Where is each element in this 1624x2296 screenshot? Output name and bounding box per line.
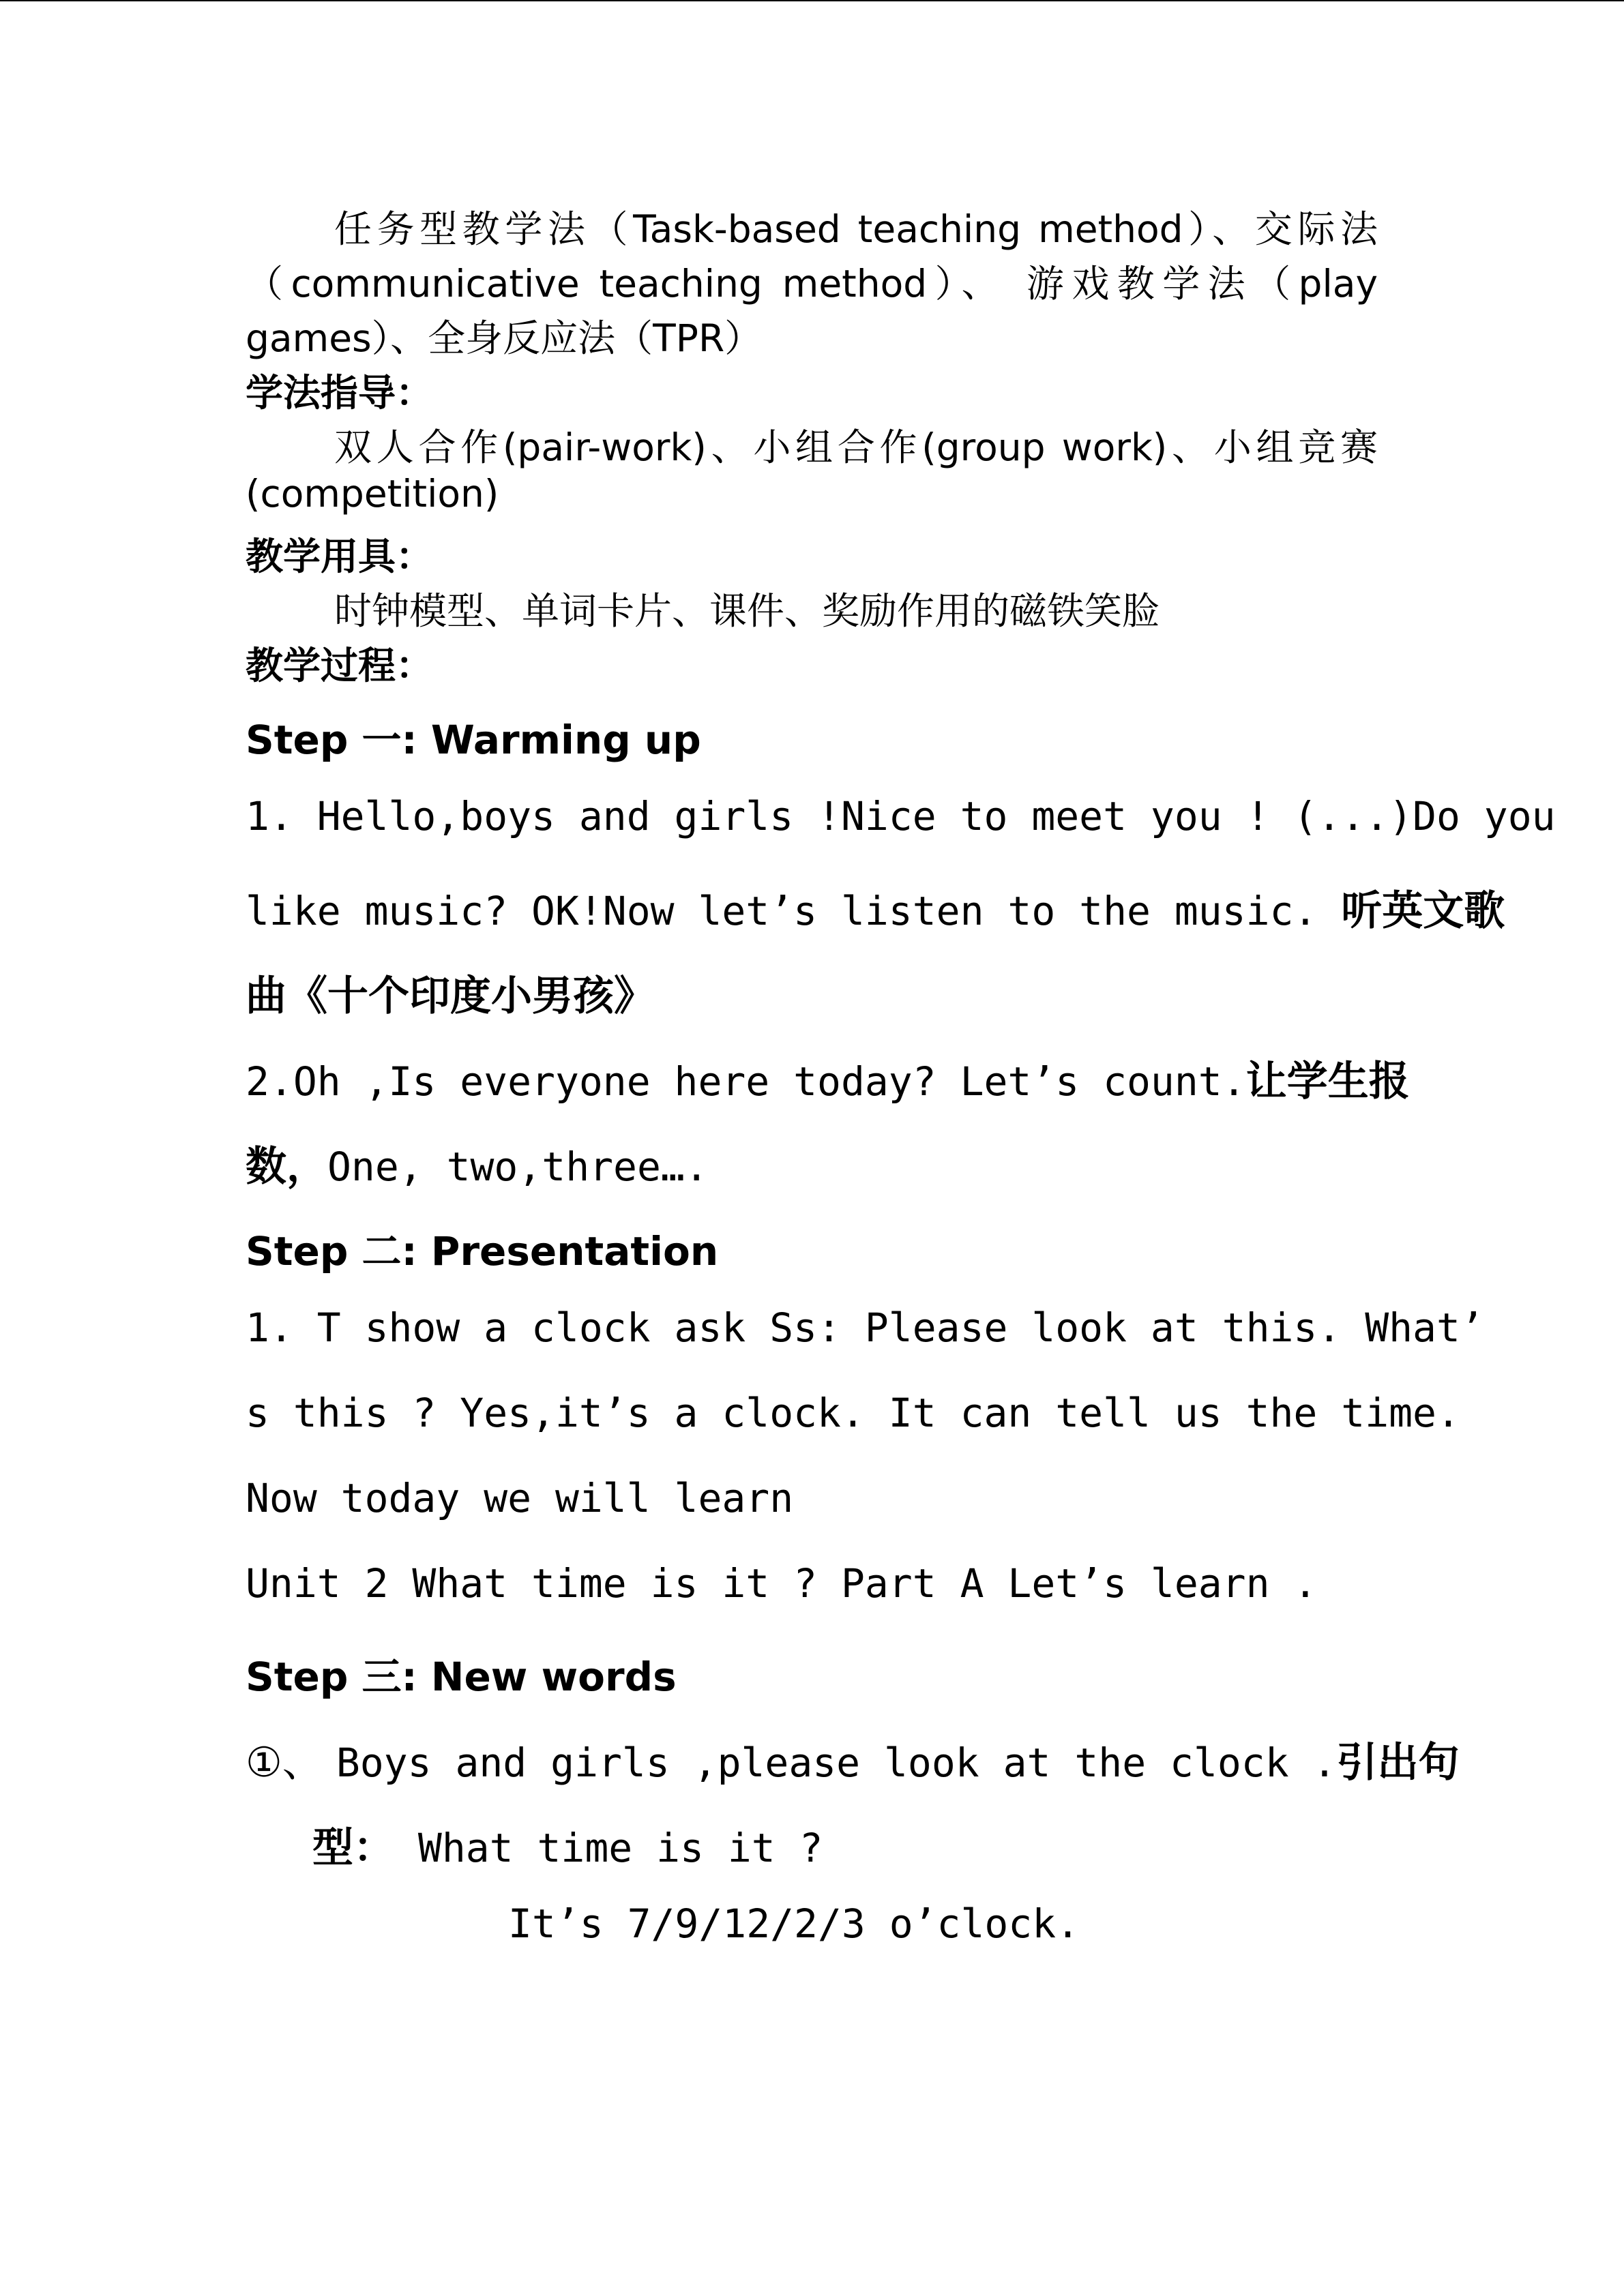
top-border (0, 0, 1624, 1)
methods-line-2: （communicative teaching method）、 游戏教学法（play (246, 262, 1378, 305)
study-guide-heading: 学法指导： (246, 371, 434, 415)
step3-heading: Step 三: New words (246, 1654, 677, 1700)
step1-line-3: 曲《十个印度小男孩》 (246, 972, 655, 1020)
study-guide-line-1: 双人合作(pair-work)、小组合作(group work)、小组竞赛 (334, 426, 1378, 469)
methods-line-1: 任务型教学法（Task-based teaching method）、交际法 (334, 207, 1378, 251)
study-guide-line-2: (competition) (246, 472, 499, 516)
step1-line-1: 1. Hello,boys and girls !Nice to meet you ! (...)Do you (246, 793, 1556, 839)
step2-line-1: 1. T show a clock ask Ss: Please look at this. What’ (246, 1304, 1484, 1351)
step1-line-2: like music? OK!Now let’s listen to the music. 听英文歌 (246, 887, 1505, 935)
tools-line-1: 时钟模型、单词卡片、课件、奖励作用的磁铁笑脸 (334, 589, 1160, 633)
tools-heading: 教学用具： (246, 535, 434, 578)
step3-line-1: ①、 Boys and girls ,please look at the clock .引出句 (246, 1739, 1460, 1787)
step3-line-2: 型： What time is it ? (312, 1824, 823, 1872)
step1-heading: Step 一: Warming up (246, 717, 701, 763)
step3-line-3: It’s 7/9/12/2/3 o’clock. (508, 1900, 1080, 1947)
step1-line-4: 2.Oh ,Is everyone here today? Let’s count.让学生报 (246, 1058, 1410, 1105)
step2-heading: Step 二: Presentation (246, 1228, 719, 1274)
step1-line-5: 数，One, two,three…. (246, 1143, 709, 1191)
process-heading: 教学过程： (246, 644, 434, 687)
step2-line-4: Unit 2 What time is it ? Part A Let’s learn . (246, 1560, 1318, 1607)
step2-line-2: s this ? Yes,it’s a clock. It can tell us the time. (246, 1390, 1460, 1436)
step2-line-3: Now today we will learn (246, 1475, 794, 1521)
methods-line-3: games）、全身反应法（TPR） (246, 316, 763, 360)
